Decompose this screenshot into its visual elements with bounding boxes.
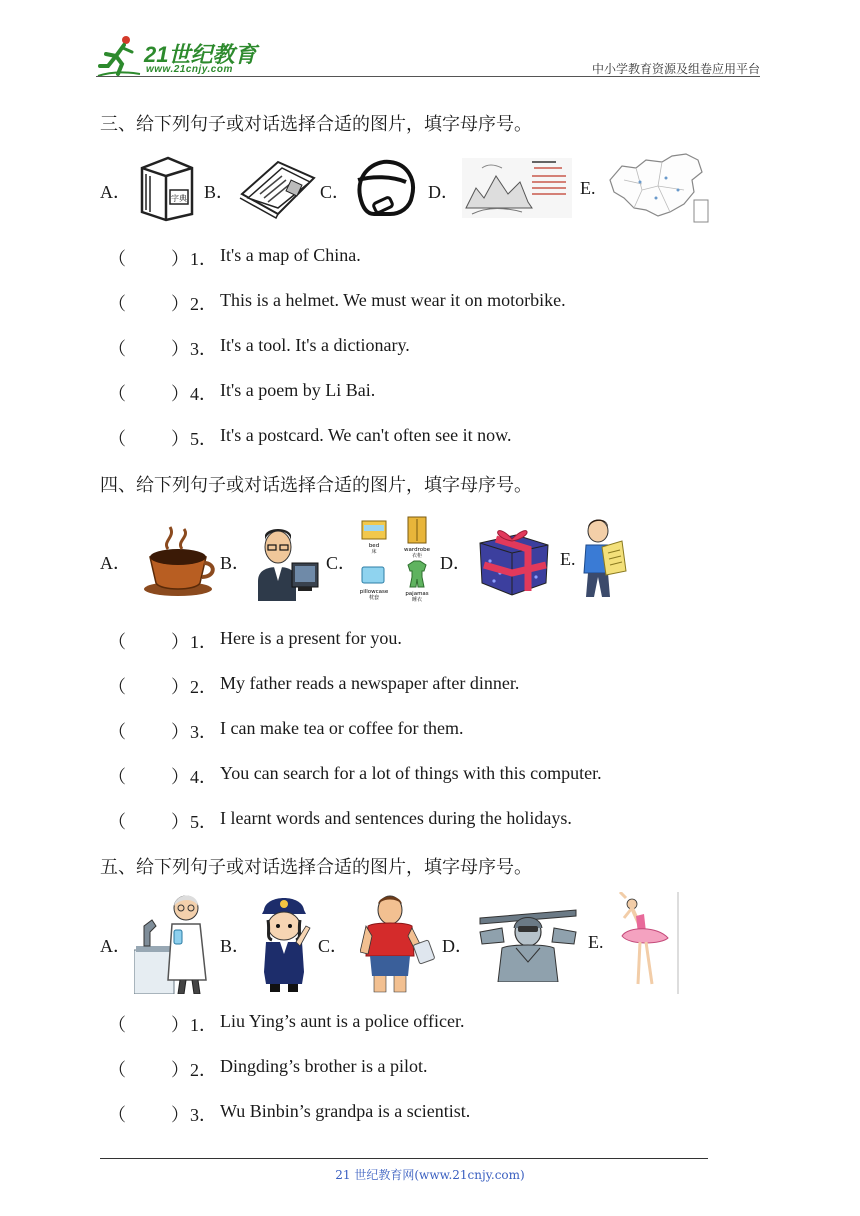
- svg-text:床: 床: [371, 549, 377, 555]
- question-number: 3．: [190, 1105, 217, 1125]
- footer-link[interactable]: 21 世纪教育网(www.21cnjy.com): [335, 1168, 525, 1182]
- section-5-title: 五、给下列句子或对话选择合适的图片，填字母序号。: [100, 857, 532, 878]
- answer-paren-close: ）: [171, 339, 189, 359]
- answer-paren-close: ）: [171, 722, 189, 742]
- question-text: Liu Ying’s aunt is a police officer.: [220, 1011, 465, 1031]
- svg-text:wardrobe: wardrobe: [404, 547, 430, 553]
- question-text: My father reads a newspaper after dinner.: [220, 673, 520, 693]
- section-3-pictures: [100, 150, 740, 230]
- answer-paren-open: （: [108, 294, 126, 314]
- question-text: It's a postcard. We can't often see it now.: [220, 425, 512, 445]
- answer-paren-open: （: [108, 722, 126, 742]
- logo-url: www.21cnjy.com: [146, 64, 233, 75]
- scientist-icon: [134, 890, 214, 994]
- answer-paren-open: （: [108, 1060, 126, 1080]
- ballet-dancer-icon: [618, 892, 684, 994]
- question-number: 4．: [190, 767, 217, 787]
- section-3-title: 三、给下列句子或对话选择合适的图片，填字母序号。: [100, 114, 532, 135]
- svg-text:pillowcase: pillowcase: [359, 589, 389, 595]
- option-letter-b: B．: [220, 936, 251, 956]
- footer-divider: [100, 1158, 708, 1159]
- question-text: I can make tea or coffee for them.: [220, 718, 464, 738]
- option-letter-a: A．: [100, 553, 131, 573]
- question-number: 4．: [190, 384, 217, 404]
- answer-paren-open: （: [108, 767, 126, 787]
- question-number: 3．: [190, 339, 217, 359]
- answer-paren-close: ）: [171, 767, 189, 787]
- svg-text:pajamas: pajamas: [405, 591, 429, 597]
- option-letter-b: B．: [220, 553, 251, 573]
- dictionary-book-icon: [134, 154, 198, 222]
- option-letter-d: D．: [442, 936, 473, 956]
- svg-text:枕套: 枕套: [368, 595, 380, 601]
- answer-paren-close: ）: [171, 294, 189, 314]
- answer-paren-open: （: [108, 339, 126, 359]
- man-at-computer-icon: [252, 521, 320, 601]
- question-text: Dingding’s brother is a pilot.: [220, 1056, 428, 1076]
- police-officer-icon: [256, 892, 312, 994]
- option-letter-e: E.: [588, 932, 604, 952]
- question-number: 2．: [190, 1060, 217, 1080]
- question-text: You can search for a lot of things with this computer.: [220, 763, 602, 783]
- option-letter-e: E.: [580, 178, 596, 198]
- platform-tagline: 中小学教育资源及组卷应用平台: [591, 62, 760, 76]
- postcards-icon: [238, 154, 318, 222]
- runner-logo-icon: [96, 34, 142, 78]
- answer-paren-close: ）: [171, 632, 189, 652]
- answer-paren-close: ）: [171, 1060, 189, 1080]
- answer-paren-open: （: [108, 1105, 126, 1125]
- question-text: I learnt words and sentences during the holidays.: [220, 808, 572, 828]
- question-text: It's a poem by Li Bai.: [220, 380, 376, 400]
- option-letter-c: C．: [320, 182, 351, 202]
- question-number: 2．: [190, 294, 217, 314]
- answer-paren-open: （: [108, 812, 126, 832]
- svg-text:衣柜: 衣柜: [411, 553, 423, 559]
- gift-box-icon: [476, 521, 550, 597]
- question-number: 1．: [190, 1015, 217, 1035]
- question-number: 3．: [190, 722, 217, 742]
- question-number: 5．: [190, 812, 217, 832]
- answer-paren-close: ）: [171, 677, 189, 697]
- question-number: 2．: [190, 677, 217, 697]
- answer-paren-close: ）: [171, 249, 189, 269]
- question-number: 1．: [190, 249, 217, 269]
- question-number: 5．: [190, 429, 217, 449]
- answer-paren-close: ）: [171, 1015, 189, 1035]
- answer-paren-open: （: [108, 1015, 126, 1035]
- svg-text:bed: bed: [368, 543, 380, 549]
- pilot-icon: [476, 902, 580, 982]
- option-letter-c: C．: [318, 936, 349, 956]
- section-5-pictures: [100, 890, 740, 970]
- option-letter-a: A．: [100, 182, 131, 202]
- option-letter-d: D．: [440, 553, 471, 573]
- question-text: This is a helmet. We must wear it on motorbike.: [220, 290, 566, 310]
- answer-paren-open: （: [108, 384, 126, 404]
- answer-paren-close: ）: [171, 384, 189, 404]
- header-divider: [96, 76, 760, 77]
- answer-paren-open: （: [108, 677, 126, 697]
- question-text: It's a map of China.: [220, 245, 361, 265]
- map-of-china-icon: [606, 150, 710, 226]
- question-text: Wu Binbin’s grandpa is a scientist.: [220, 1101, 471, 1121]
- site-logo: [96, 34, 266, 78]
- option-letter-c: C．: [326, 553, 357, 573]
- answer-paren-open: （: [108, 632, 126, 652]
- option-letter-d: D．: [428, 182, 459, 202]
- athlete-icon: [360, 892, 438, 994]
- helmet-icon: [352, 156, 418, 222]
- logo-wordmark: 21世纪教育: [144, 42, 257, 67]
- question-text: It's a tool. It's a dictionary.: [220, 335, 410, 355]
- answer-paren-close: ）: [171, 1105, 189, 1125]
- question-text: Here is a present for you.: [220, 628, 402, 648]
- page-header: [96, 30, 760, 78]
- vocabulary-cards-icon: [358, 515, 434, 605]
- coffee-cup-icon: [140, 523, 216, 597]
- boy-with-newspaper-icon: [582, 517, 628, 603]
- option-letter-b: B．: [204, 182, 235, 202]
- answer-paren-open: （: [108, 249, 126, 269]
- poem-scroll-icon: [462, 158, 572, 218]
- option-letter-e: E.: [560, 549, 576, 569]
- question-number: 1．: [190, 632, 217, 652]
- option-letter-a: A．: [100, 936, 131, 956]
- answer-paren-open: （: [108, 429, 126, 449]
- dictionary-label: 字典: [171, 194, 187, 203]
- section-4-pictures: [100, 515, 740, 603]
- answer-paren-close: ）: [171, 429, 189, 449]
- section-4-title: 四、给下列句子或对话选择合适的图片，填字母序号。: [100, 475, 532, 496]
- svg-text:睡衣: 睡衣: [411, 597, 423, 603]
- answer-paren-close: ）: [171, 812, 189, 832]
